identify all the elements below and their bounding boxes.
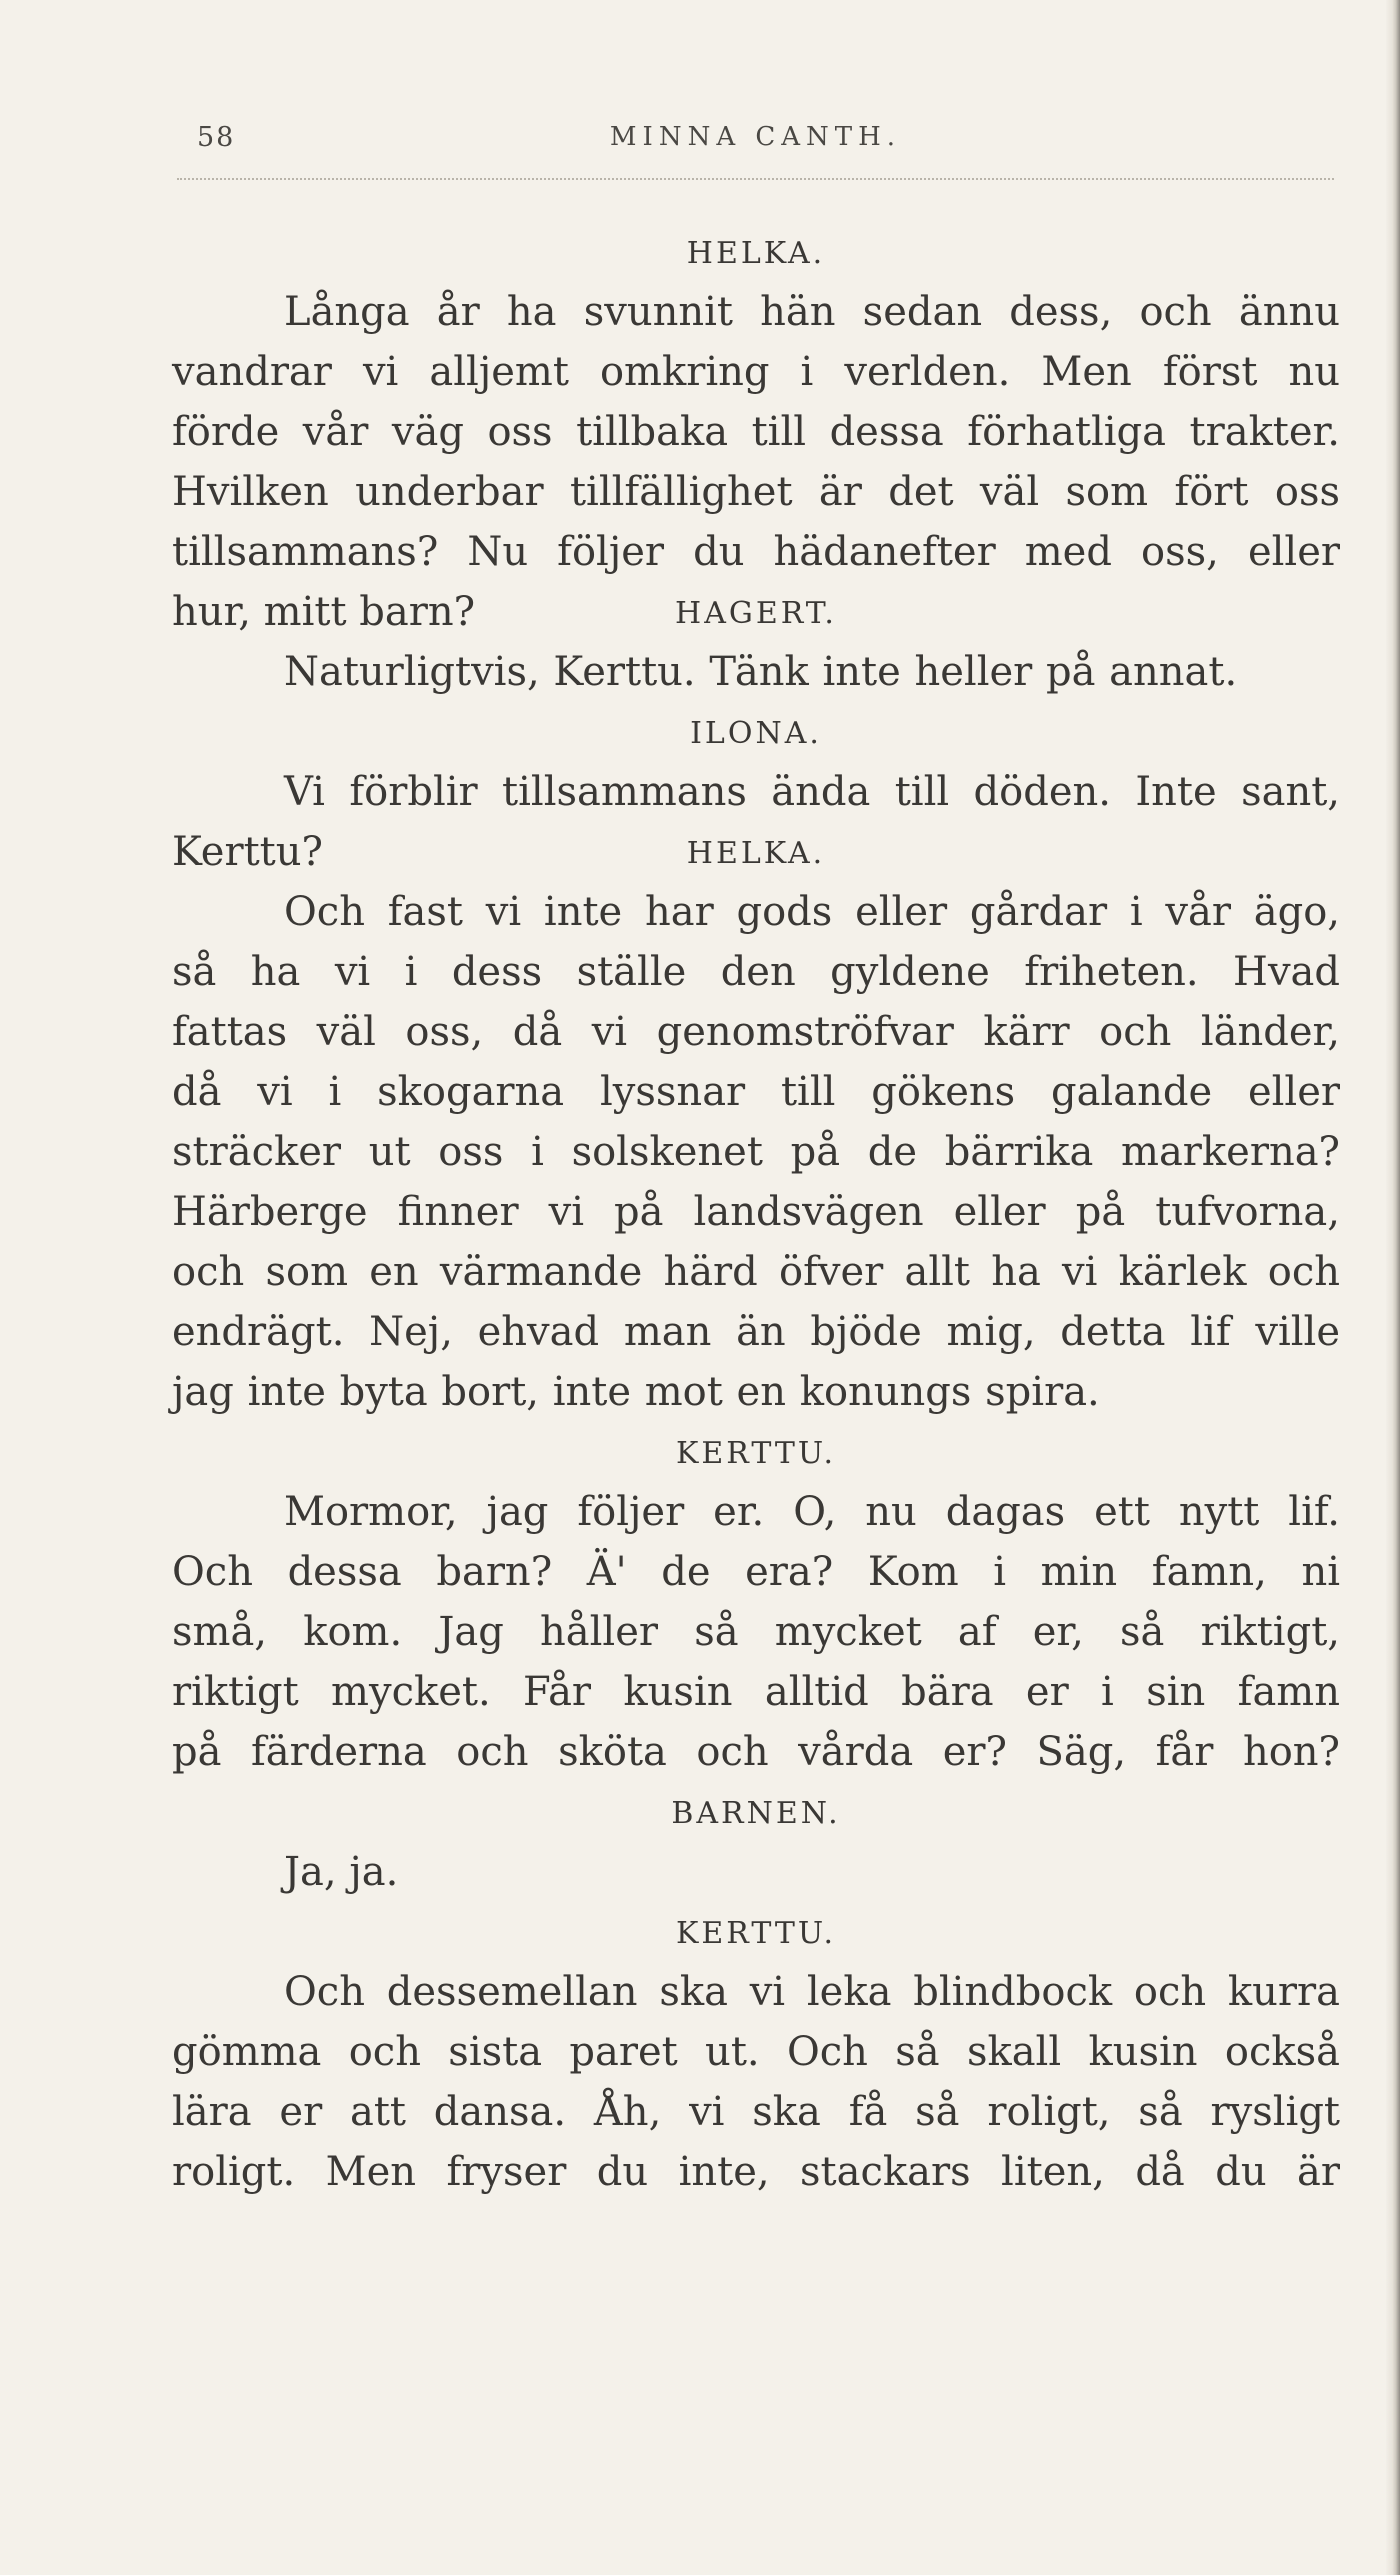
text-line: lära er att dansa. Åh, vi ska få så roligt, så rysligt: [172, 2089, 1340, 2135]
text-line: Kerttu?: [172, 829, 323, 875]
text-line: roligt. Men fryser du inte, stackars liten, då du är: [172, 2149, 1340, 2195]
speaker-heading: HELKA.: [686, 236, 826, 271]
text-line: sträcker ut oss i solskenet på de bärrika markerna?: [172, 1129, 1340, 1175]
speaker-heading: KERTTU.: [675, 1916, 836, 1951]
text-line: vandrar vi alljemt omkring i verlden. Men först nu: [172, 349, 1340, 395]
text-line: hur, mitt barn?: [172, 589, 476, 635]
page-number: 58: [197, 122, 236, 153]
text-line: endrägt. Nej, ehvad man än bjöde mig, detta lif ville: [172, 1309, 1340, 1355]
speaker-heading: HELKA.: [686, 836, 826, 871]
speaker-heading: KERTTU.: [675, 1436, 836, 1471]
speaker-heading: HAGERT.: [675, 596, 837, 631]
page-edge: [1386, 0, 1400, 2575]
text-line: Och fast vi inte har gods eller gårdar i vår ägo,: [284, 889, 1340, 935]
text-line: Och dessa barn? Ä' de era? Kom i min famn, ni: [172, 1549, 1340, 1595]
text-line: tillsammans? Nu följer du hädanefter med oss, eller: [172, 529, 1340, 575]
text-line: på färderna och sköta och vårda er? Säg, får hon?: [172, 1729, 1340, 1775]
text-line-with-speaker: [172, 822, 1340, 882]
speaker-heading: ILONA.: [690, 716, 822, 751]
page-header: [177, 118, 1334, 164]
text-line: då vi i skogarna lyssnar till gökens galande eller: [172, 1069, 1340, 1115]
text-line: Långa år ha svunnit hän sedan dess, och ännu: [284, 289, 1340, 335]
text-line: förde vår väg oss tillbaka till dessa förhatliga trakter.: [172, 409, 1340, 455]
text-line: små, kom. Jag håller så mycket af er, så riktigt,: [172, 1609, 1340, 1655]
text-line: Mormor, jag följer er. O, nu dagas ett nytt lif.: [284, 1489, 1340, 1535]
text-line-with-speaker: [172, 582, 1340, 642]
text-line: Hvilken underbar tillfällighet är det väl som fört oss: [172, 469, 1340, 515]
running-title: MINNA CANTH.: [609, 122, 902, 152]
header-rule: [177, 178, 1334, 180]
text-line: fattas väl oss, då vi genomströfvar kärr och länder,: [172, 1009, 1340, 1055]
text-line: Vi förblir tillsammans ända till döden. Inte sant,: [284, 769, 1340, 815]
text-line: Härberge finner vi på landsvägen eller på tufvorna,: [172, 1189, 1340, 1235]
text-line: och som en värmande härd öfver allt ha vi kärlek och: [172, 1249, 1340, 1295]
text-line-with-speaker: [172, 1842, 1340, 1902]
text-line: Naturligtvis, Kerttu. Tänk inte heller på annat.: [284, 649, 1238, 695]
play-text: [172, 222, 1340, 2202]
speaker-heading: BARNEN.: [671, 1796, 841, 1831]
text-line: så ha vi i dess ställe den gyldene friheten. Hvad: [172, 949, 1340, 995]
text-line: jag inte byta bort, inte mot en konungs spira.: [172, 1369, 1100, 1415]
text-line: riktigt mycket. Får kusin alltid bära er i sin famn: [172, 1669, 1340, 1715]
text-line: Och dessemellan ska vi leka blindbock och kurra: [284, 1969, 1340, 2015]
text-line: Ja, ja.: [284, 1849, 399, 1895]
text-line: gömma och sista paret ut. Och så skall kusin också: [172, 2029, 1340, 2075]
